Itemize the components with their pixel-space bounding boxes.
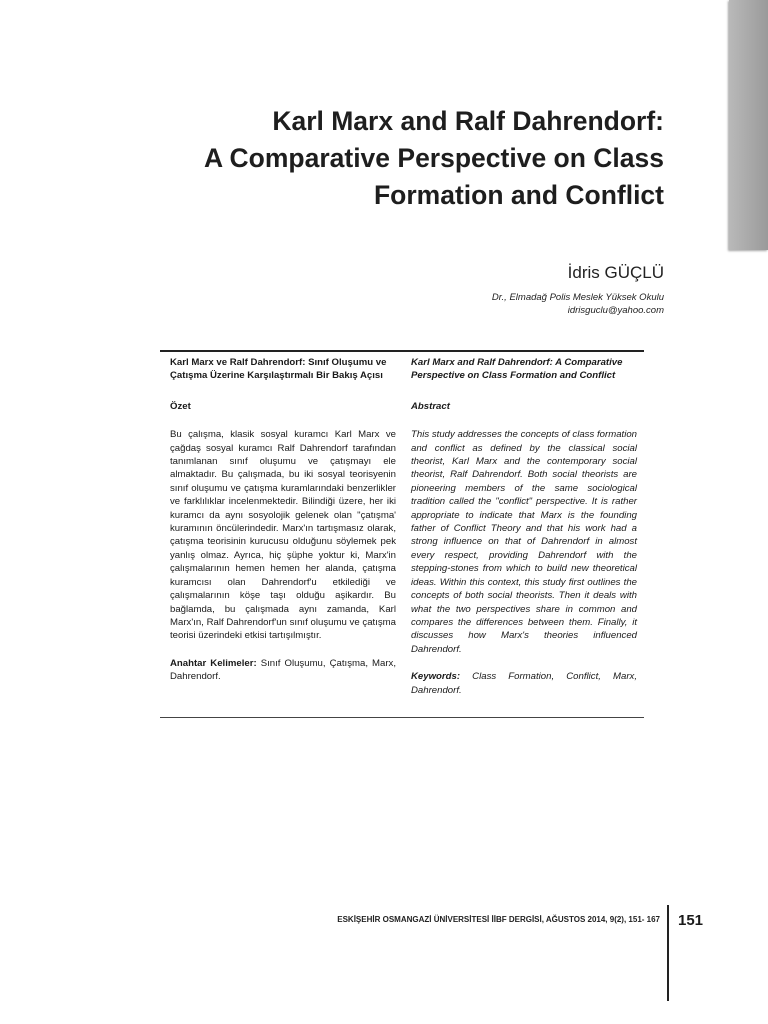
english-abstract-column: [411, 356, 637, 697]
english-keywords-label: Keywords:: [411, 671, 461, 683]
turkish-abstract-column: [170, 356, 396, 684]
english-abstract-body: This study addresses the concepts of class formation and conflict as defined by the classical social theorist, Karl Marx and the contemporary social theorist, Ralf Dahrendorf. Both social theorists are pioneering members of the same sociological tradition called the "conflict" perspective. It is rather appropriate to indicate that Marx is the founding father of Conflict Theory and that his work had a strong influence on that of Dahrendorf in almost every respect, providing Dahrendorf with the stepping-stones from which to build new theoretical ideas. Within this context, this study first outlines the concepts of both social theorists. Then it deals with what the two perspectives share in common and compares the differences between them. Finally, it discusses how Marx's theories influenced Dahrendorf.: [411, 429, 637, 655]
english-keywords-list: Class Formation, Conflict, Marx, Dahrendorf.: [411, 671, 637, 696]
turkish-section-label: Özet: [170, 400, 191, 412]
footer-divider: [667, 905, 669, 1001]
english-section-label: Abstract: [411, 400, 450, 412]
article-title: [144, 103, 664, 214]
author-name: İdris GÜÇLÜ: [567, 263, 664, 282]
author-email: idrisguclu@yahoo.com: [567, 305, 664, 316]
turkish-keywords-label: Anahtar Kelimeler:: [170, 657, 257, 669]
title-line-1: Karl Marx and Ralf Dahrendorf:: [272, 106, 664, 136]
turkish-abstract-body: Bu çalışma, klasik sosyal kuramcı Karl Marx ve çağdaş sosyal kuramcı Ralf Dahrendorf tarafından tanımlanan sınıf oluşumu ve çatışmayı ele almaktadır. Bu çalışmada, bu iki sosyal teorisyenin sınıf oluşumu ve çatışma kuramlarındaki benzerlikler ve farklılıklar incelenmektedir. Bilindiği üzere, her iki kuramcı da aynı sosyolojik gelenek olan "çatışma' kuramının öncülerindedir. Marx'ın tartışmasız olarak, çatışma teorisinin kurucusu olduğunu söylemek pek yanlış olmaz. Ayrıca, hiç şüphe yoktur ki, Marx'in çalışmalarının hemen hemen her alanda, çatışma kuramcısı olan Dahrendorf'u etkilediği ve çalışmalarının köşe taşı olduğu aşikardır. Bu bağlamda, bu çalışmada aynı zamanda, Karl Marx'ın, Ralf Dahrendorf'un sınıf oluşumu ve çatışma teorisi üzerindeki etkisi tartışılmıştır.: [170, 429, 396, 642]
turkish-title: Karl Marx ve Ralf Dahrendorf: Sınıf Oluşumu ve Çatışma Üzerine Karşılaştırmalı Bir Bakış Açısı: [170, 357, 387, 382]
title-line-3: Formation and Conflict: [373, 180, 664, 210]
author-affiliation: Dr., Elmadağ Polis Meslek Yüksek Okulu: [491, 292, 664, 303]
title-line-2: A Comparative Perspective on Class: [203, 143, 664, 173]
turkish-keywords-list: Sınıf Oluşumu, Çatışma, Marx, Dahrendorf.: [170, 657, 397, 683]
english-keywords: [411, 670, 637, 697]
page-number: 151: [678, 912, 704, 929]
top-rule: [160, 350, 644, 352]
english-title: Karl Marx and Ralf Dahrendorf: A Comparative Perspective on Class Formation and Conflict: [411, 357, 623, 382]
page-edge-tab: [729, 0, 768, 250]
bottom-rule: [160, 717, 644, 718]
journal-footer: ESKİŞEHİR OSMANGAZİ ÜNİVERSİTESİ İİBF DERGİSİ, AĞUSTOS 2014, 9(2), 151- 167: [337, 915, 660, 924]
turkish-keywords: [170, 657, 396, 684]
